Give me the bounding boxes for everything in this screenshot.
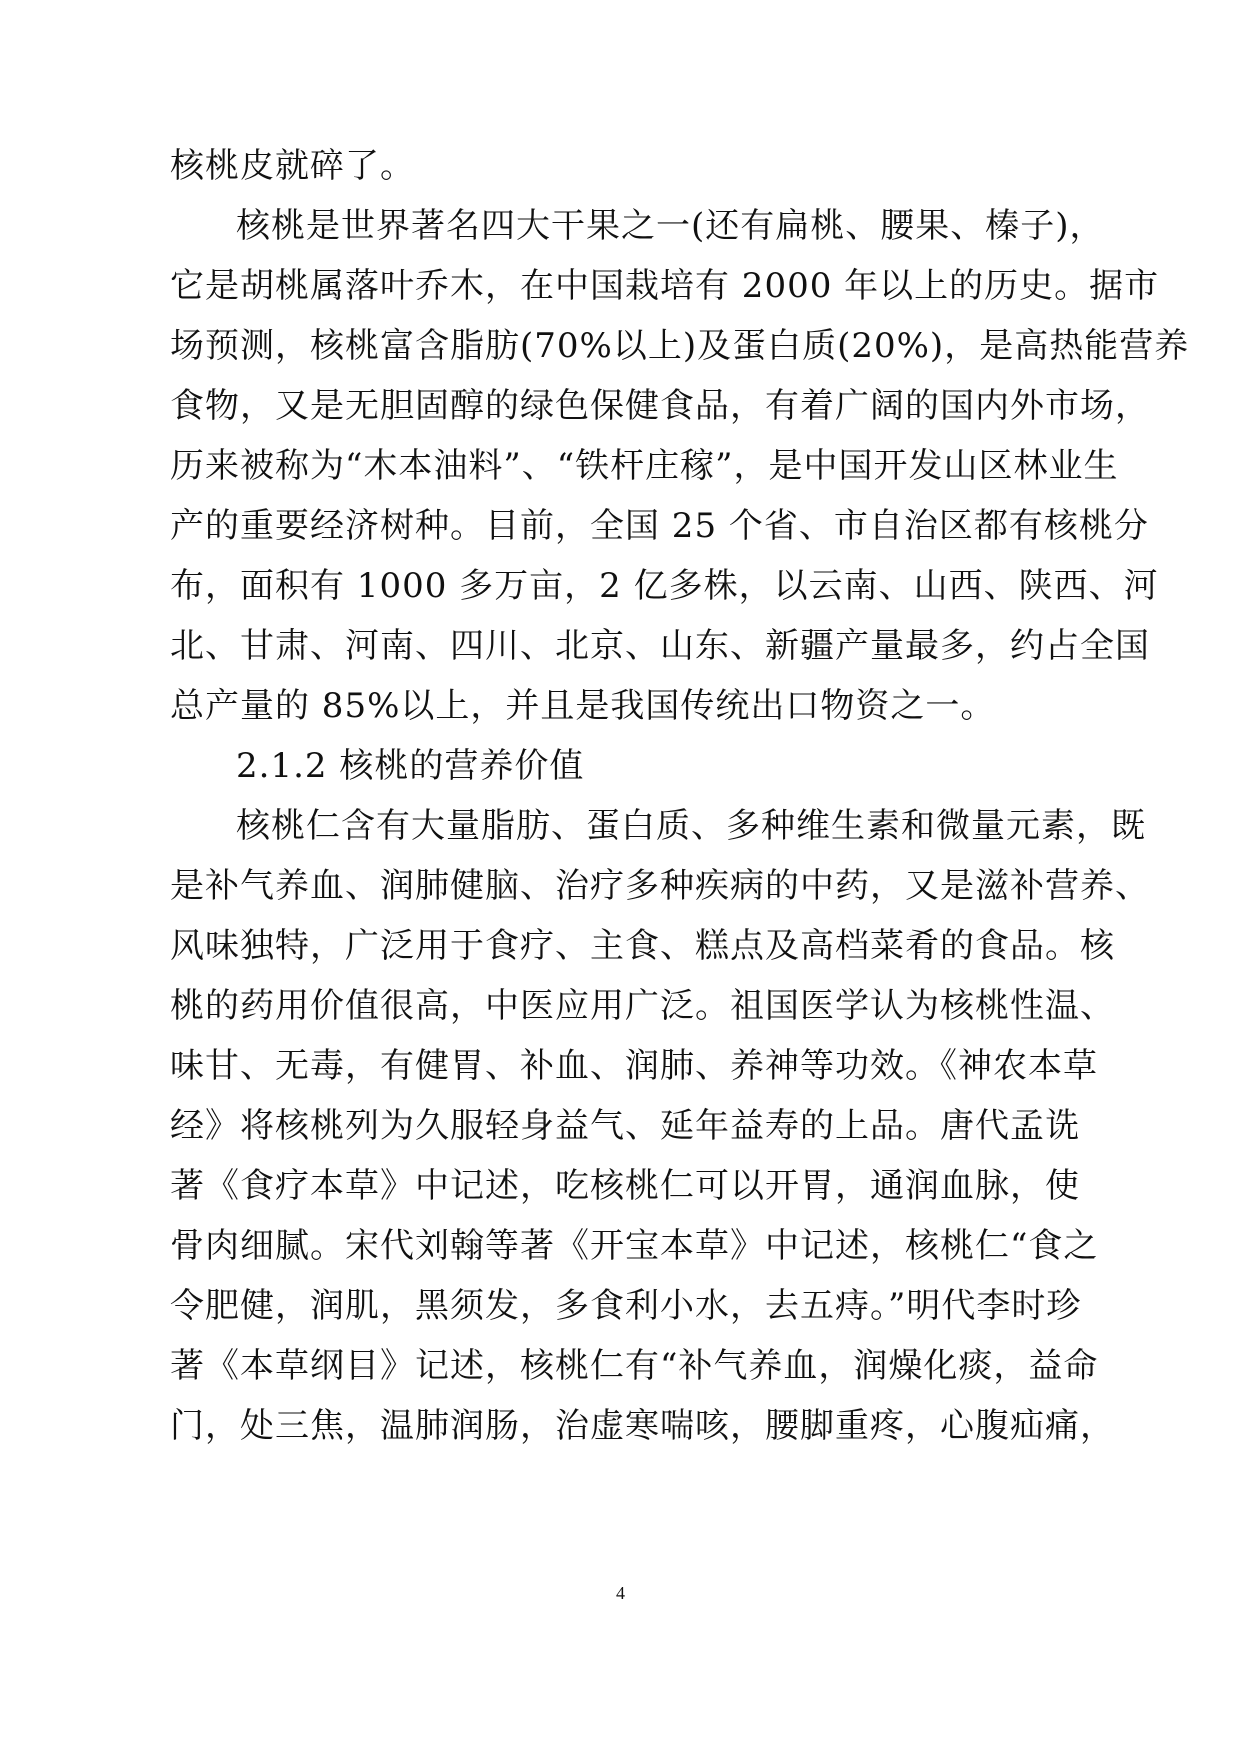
text-line-6: 历来被称为“木本油料”、“铁杆庄稼”，是中国开发山区林业生 [170, 446, 1119, 486]
text-line-9: 北、甘肃、河南、四川、北京、山东、新疆产量最多，约占全国 [170, 626, 1150, 666]
text-line-18: 著《食疗本草》中记述，吃核桃仁可以开胃，通润血脉，使 [170, 1166, 1080, 1206]
text-line-4: 场预测，核桃富含脂肪(70%以上)及蛋白质(20%)，是高热能营养 [170, 326, 1190, 366]
text-line-13: 是补气养血、润肺健脑、治疗多种疾病的中药，又是滋补营养、 [170, 866, 1150, 906]
text-line-15: 桃的药用价值很高，中医应用广泛。祖国医学认为核桃性温、 [170, 986, 1115, 1026]
page-number: 4 [616, 1583, 625, 1603]
text-line-19: 骨肉细腻。宋代刘翰等著《开宝本草》中记述，核桃仁“食之 [170, 1226, 1099, 1266]
text-line-8: 布，面积有 1000 多万亩，2 亿多株，以云南、山西、陕西、河 [170, 566, 1159, 606]
text-line-14: 风味独特，广泛用于食疗、主食、糕点及高档菜肴的食品。核 [170, 926, 1115, 966]
text-line-3: 它是胡桃属落叶乔木，在中国栽培有 2000 年以上的历史。据市 [170, 266, 1160, 306]
text-line-10: 总产量的 85%以上，并且是我国传统出口物资之一。 [170, 686, 996, 726]
text-line-1: 核桃皮就碎了。 [170, 146, 415, 186]
text-line-7: 产的重要经济树种。目前，全国 25 个省、市自治区都有核桃分 [170, 506, 1149, 546]
text-line-22: 门，处三焦，温肺润肠，治虚寒喘咳，腰脚重疼，心腹疝痛， [170, 1406, 1115, 1446]
text-line-20: 令肥健，润肌，黑须发，多食利小水，去五痔。”明代李时珍 [170, 1286, 1082, 1326]
text-line-2: 核桃是世界著名四大干果之一(还有扁桃、腰果、榛子)， [236, 206, 1105, 246]
text-line-12: 核桃仁含有大量脂肪、蛋白质、多种维生素和微量元素，既 [236, 806, 1146, 846]
section-heading: 2.1.2 核桃的营养价值 [236, 746, 585, 786]
text-line-21: 著《本草纲目》记述，核桃仁有“补气养血，润燥化痰，益命 [170, 1346, 1099, 1386]
text-line-5: 食物，又是无胆固醇的绿色保健食品，有着广阔的国内外市场， [170, 386, 1150, 426]
text-line-16: 味甘、无毒，有健胃、补血、润肺、养神等功效。《神农本草 [170, 1046, 1098, 1086]
text-line-17: 经》将核桃列为久服轻身益气、延年益寿的上品。唐代孟诜 [170, 1106, 1080, 1146]
